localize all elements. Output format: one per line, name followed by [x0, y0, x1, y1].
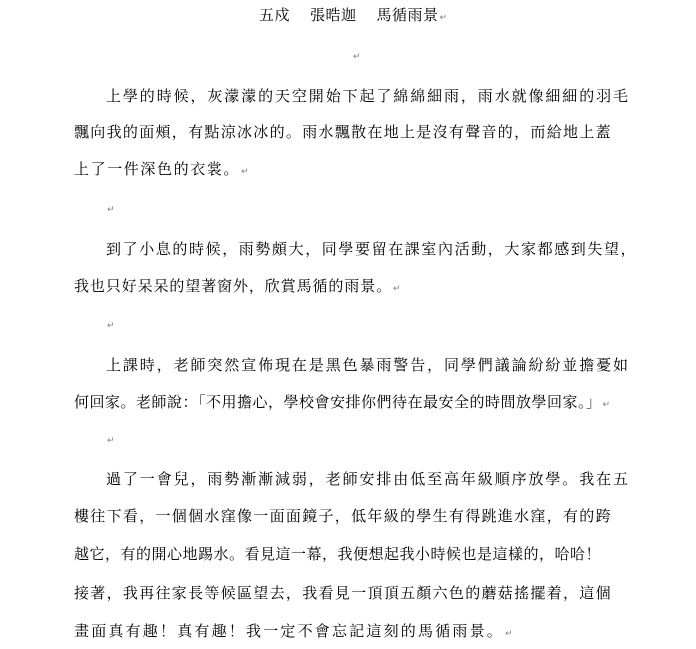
paragraph-4-line-4: 接著，我再往家長等候區望去，我看見一頂頂五顏六色的蘑菇搖擺着，這個	[74, 584, 612, 602]
paragraph-mark-icon: ↵	[107, 321, 115, 331]
paragraph-mark-icon: ↵	[107, 436, 115, 446]
paragraph-4-line-5: 畫面真有趣！真有趣！我一定不會忘記這刻的馬循雨景。↵	[74, 622, 515, 640]
author-name: 張晧迦	[310, 6, 357, 24]
paragraph-mark-icon: ↵	[505, 629, 515, 639]
essay-title: 馬循雨景	[376, 6, 439, 24]
paragraph-4-line-1: 過了一會兒，雨勢漸漸減弱，老師安排由低至高年級順序放學。我在五	[106, 470, 630, 488]
paragraph-1-line-2: 飄向我的面頰，有點涼冰冰的。雨水飄散在地上是沒有聲音的，而給地上蓋	[74, 123, 612, 141]
paragraph-1-line-3: 上了一件深色的衣裳。↵	[74, 160, 251, 178]
paragraph-mark-icon: ↵	[353, 52, 361, 62]
paragraph-4-line-2: 樓往下看，一個個水窪像一面面鏡子，低年級的學生有得跳進水窪，有的跨	[74, 507, 612, 525]
paragraph-mark-icon: ↵	[602, 400, 611, 410]
paragraph-1-line-1: 上學的時候，灰濛濛的天空開始下起了綿綿細雨，雨水就像細細的羽毛	[106, 87, 630, 105]
paragraph-4-line-3: 越它，有的開心地踢水。看見這一幕，我便想起我小時候也是這樣的，哈哈！	[74, 545, 602, 563]
paragraph-2-line-1: 到了小息的時候，雨勢頗大，同學要留在課室內活動，大家都感到失望，	[106, 240, 638, 258]
paragraph-2-line-2: 我也只好呆呆的望著窗外，欣賞馬循的雨景。↵	[74, 277, 402, 295]
paragraph-3-line-2: 何回家。老師說：「不用擔心，學校會安排你們待在最安全的時間放學回家。」↵	[74, 393, 611, 411]
paragraph-mark-icon: ↵	[107, 205, 115, 215]
document-title	[259, 5, 448, 25]
paragraph-mark-icon: ↵	[439, 13, 448, 23]
paragraph-mark-icon: ↵	[393, 284, 402, 294]
paragraph-3-line-1: 上課時，老師突然宣佈現在是黑色暴雨警告，同學們議論紛紛並擔憂如	[106, 356, 630, 374]
class-label: 五戍	[259, 6, 291, 24]
paragraph-mark-icon: ↵	[241, 167, 251, 177]
